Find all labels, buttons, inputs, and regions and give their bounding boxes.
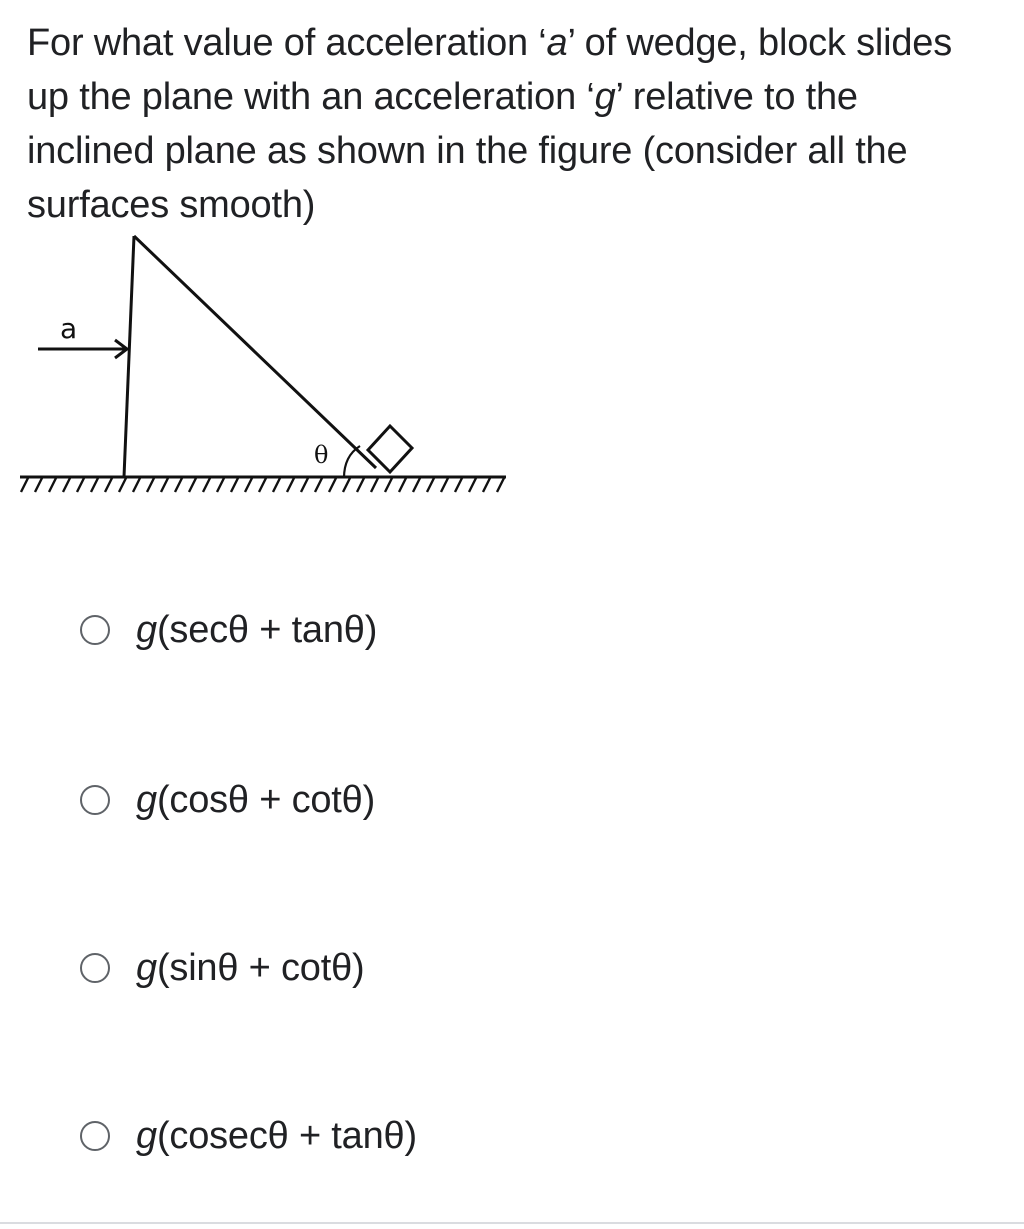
hatch-mark xyxy=(413,478,420,492)
hatch-mark xyxy=(63,478,70,492)
hatch-mark xyxy=(189,478,196,492)
question-part-2: ’ of wedge, block slides up the plane with an acceleration ‘ xyxy=(27,22,953,118)
option-4-expr: (cosecθ + tanθ) xyxy=(156,1114,417,1157)
hatch-mark xyxy=(49,478,56,492)
wedge-incline xyxy=(134,236,376,468)
hatch-mark xyxy=(203,478,210,492)
option-2[interactable] xyxy=(68,770,375,830)
hatch-mark xyxy=(245,478,252,492)
hatch-mark xyxy=(497,478,504,492)
radio-unchecked-icon[interactable] xyxy=(80,953,110,983)
radio-unchecked-icon[interactable] xyxy=(80,785,110,815)
acceleration-label: a xyxy=(60,312,78,345)
question-text xyxy=(27,16,987,232)
option-4-g: g xyxy=(136,1114,157,1157)
option-4-label xyxy=(136,1115,417,1158)
hatch-mark xyxy=(315,478,322,492)
variable-g: g xyxy=(594,76,616,118)
hatch-mark xyxy=(217,478,224,492)
hatch-mark xyxy=(427,478,434,492)
hatch-mark xyxy=(371,478,378,492)
hatch-mark xyxy=(77,478,84,492)
hatch-mark xyxy=(105,478,112,492)
radio-unchecked-icon[interactable] xyxy=(80,1121,110,1151)
hatch-mark xyxy=(175,478,182,492)
hatch-mark xyxy=(441,478,448,492)
hatch-mark xyxy=(287,478,294,492)
hatch-mark xyxy=(469,478,476,492)
question-part-3: ’ relative to the inclined plane as shown in the figure (consider all the surfaces smooth) xyxy=(27,76,908,226)
hatch-mark xyxy=(301,478,308,492)
hatch-mark xyxy=(133,478,140,492)
hatch-mark xyxy=(161,478,168,492)
option-3-g: g xyxy=(136,946,157,989)
ground-hatching xyxy=(21,478,504,492)
wedge-diagram xyxy=(14,228,514,500)
hatch-mark xyxy=(343,478,350,492)
option-1-g: g xyxy=(136,608,157,651)
hatch-mark xyxy=(147,478,154,492)
option-2-expr: (cosθ + cotθ) xyxy=(156,778,376,821)
variable-a: a xyxy=(546,22,568,64)
radio-unchecked-icon[interactable] xyxy=(80,615,110,645)
hatch-mark xyxy=(483,478,490,492)
hatch-mark xyxy=(329,478,336,492)
hatch-mark xyxy=(231,478,238,492)
hatch-mark xyxy=(399,478,406,492)
bottom-divider xyxy=(0,1222,1024,1224)
hatch-mark xyxy=(21,478,28,492)
option-2-label xyxy=(136,779,375,822)
option-2-g: g xyxy=(136,778,157,821)
option-1-expr: (secθ + tanθ) xyxy=(156,608,378,651)
hatch-mark xyxy=(455,478,462,492)
angle-label: θ xyxy=(314,441,329,469)
hatch-mark xyxy=(385,478,392,492)
option-4[interactable] xyxy=(68,1106,417,1166)
question-part-1: For what value of acceleration ‘ xyxy=(27,22,547,64)
wedge-vertical-side xyxy=(124,236,134,477)
hatch-mark xyxy=(91,478,98,492)
option-1[interactable] xyxy=(68,600,377,660)
hatch-mark xyxy=(357,478,364,492)
option-3-label xyxy=(136,947,365,990)
option-3-expr: (sinθ + cotθ) xyxy=(156,946,365,989)
option-3[interactable] xyxy=(68,938,365,998)
wedge-figure xyxy=(14,228,514,500)
hatch-mark xyxy=(259,478,266,492)
hatch-mark xyxy=(273,478,280,492)
hatch-mark xyxy=(119,478,126,492)
option-1-label xyxy=(136,609,377,652)
hatch-mark xyxy=(35,478,42,492)
